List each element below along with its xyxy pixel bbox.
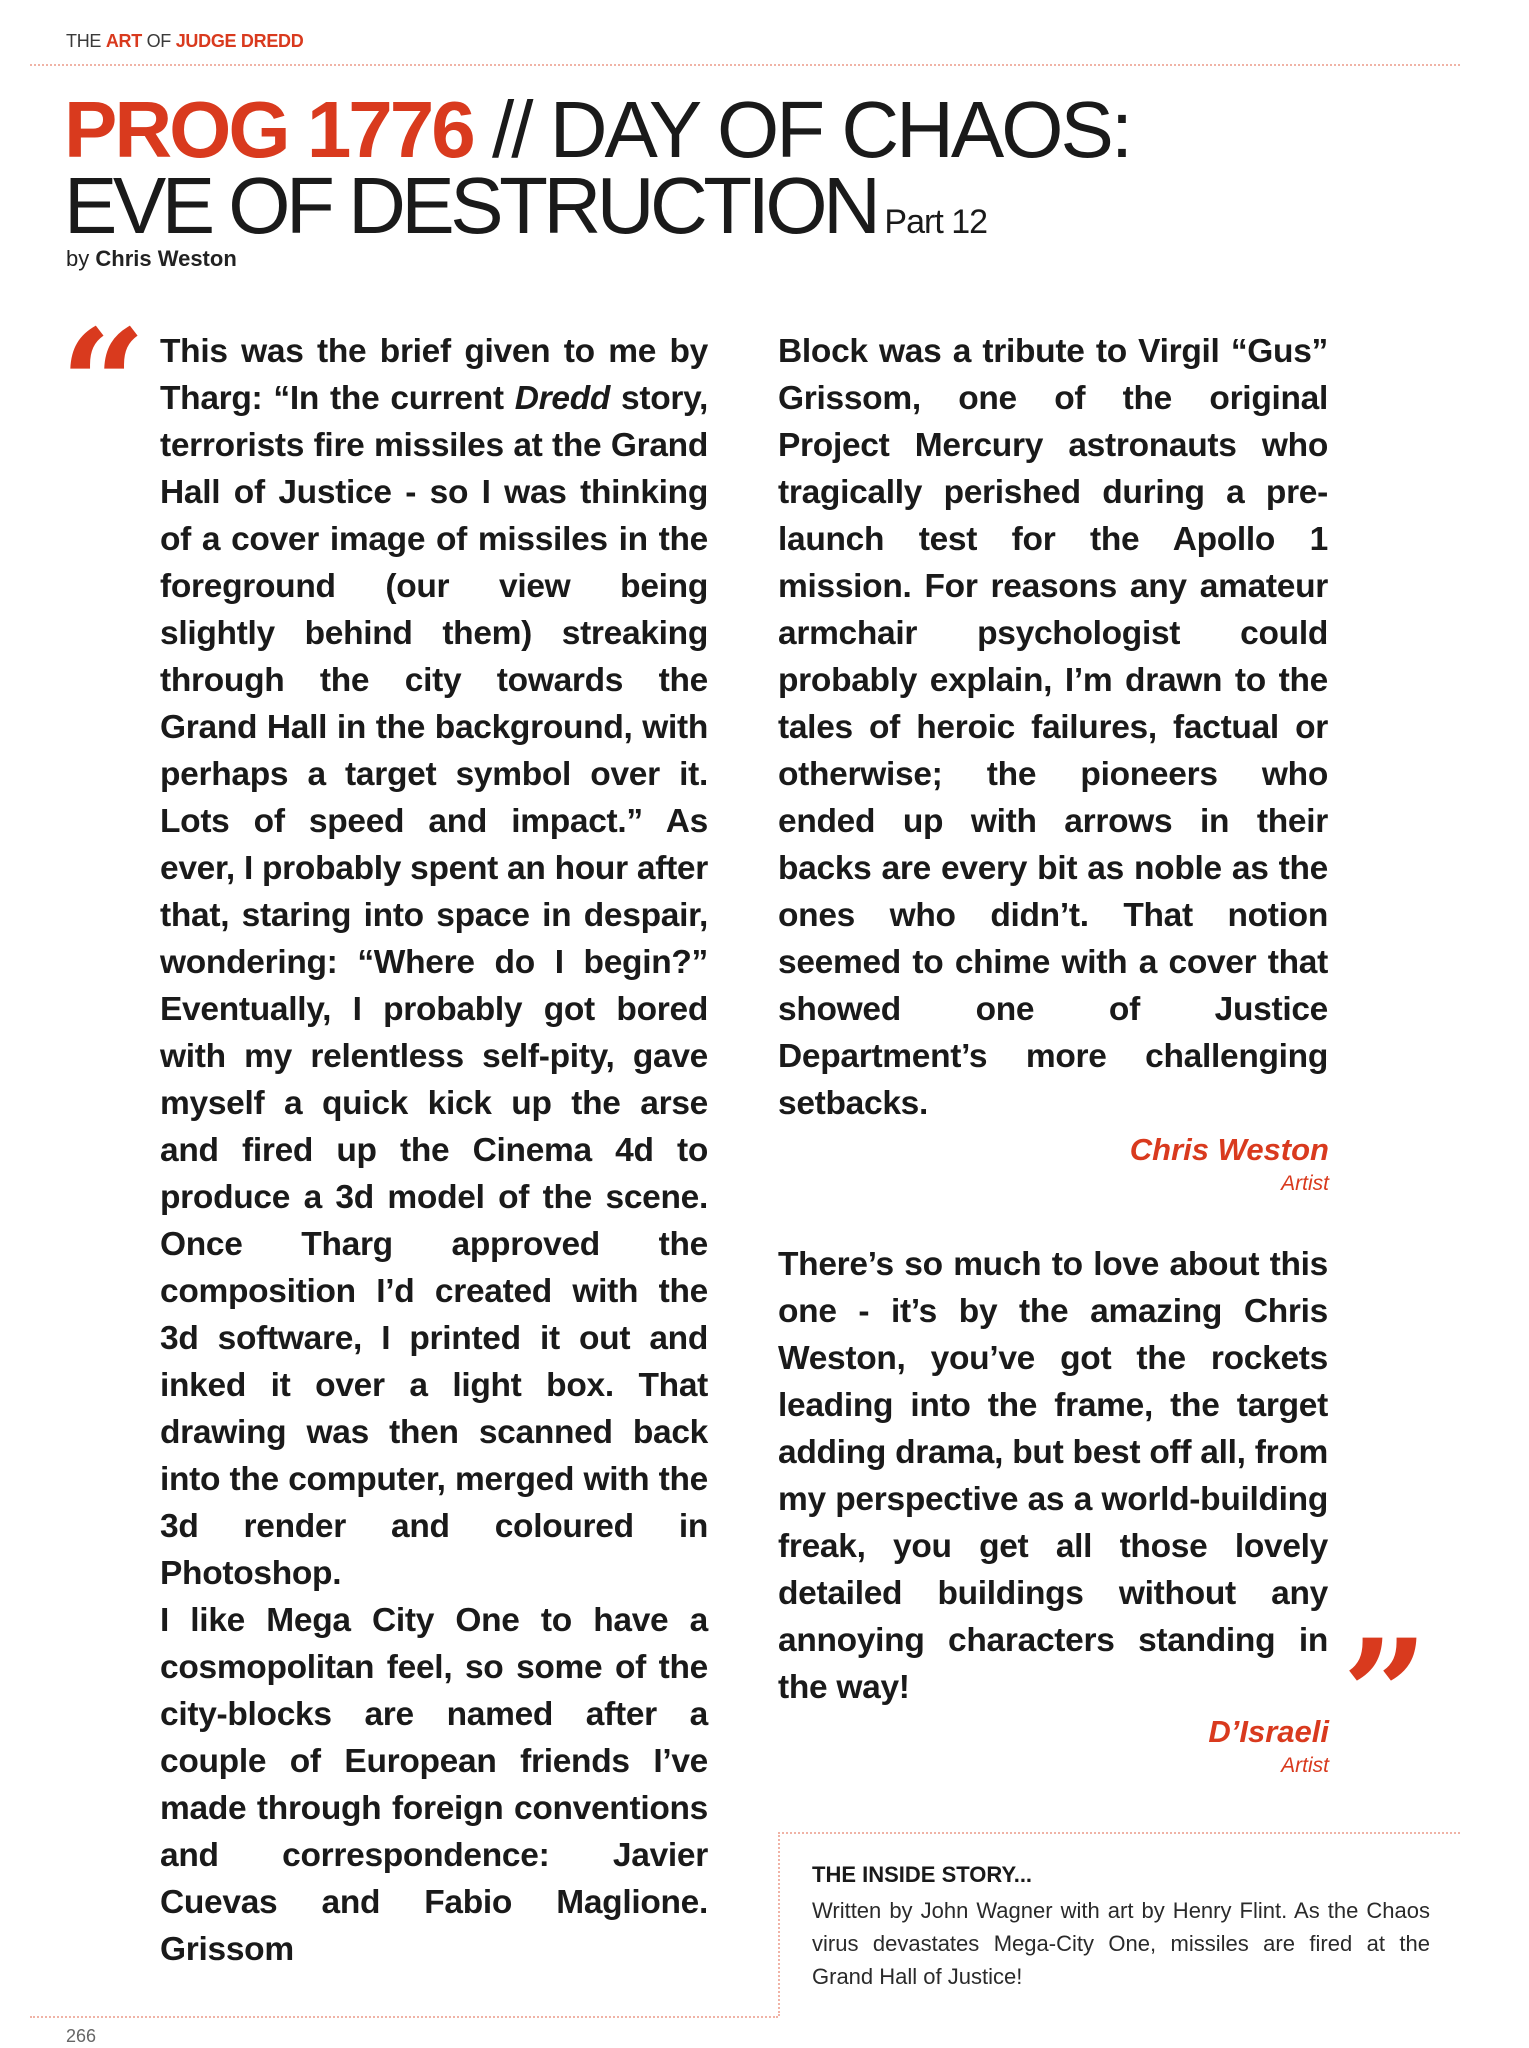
- quote-2-paragraph: There’s so much to love about this one - it’s by the amazing Chris Weston, you’ve got the rockets leading into the frame, the target adding drama, but best off all, from my perspective as a world-building freak, you get all those lovely detailed buildings without any annoying characters standing in the way!: [778, 1246, 1328, 1706]
- quote-1-text-b: story, terrorists fire missiles at the Grand Hall of Justice - so I was thinking of a cover image of missiles in the foreground (our view being slightly behind them) streaking through the city towards the Grand Hall in the background, with perhaps a target symbol over it. Lots of speed and impact.” As ever, I probably spent an hour after that, staring into space in despair, wondering: “Where do I begin?” Eventually, I probably got bored with my relentless self-pity, gave myself a quick kick up the arse and fired up the Cinema 4d to produce a 3d model of the scene. Once Tharg approved the composition I’d created with the 3d software, I printed it out and inked it over a light box. That drawing was then scanned back into the computer, merged with the 3d render and coloured in Photoshop.: [160, 380, 708, 1592]
- byline-prefix: by: [66, 246, 90, 271]
- inside-story-text: Written by John Wagner with art by Henry Flint. As the Chaos virus devastates Mega-City One, missiles are fired at the Grand Hall of Justice!: [812, 1898, 1430, 1989]
- title-line-1: [64, 85, 1131, 174]
- running-head: [66, 31, 303, 52]
- quote-2-author: D’Israeli: [1208, 1714, 1329, 1749]
- byline-author: Chris Weston: [95, 246, 237, 271]
- page-title: [64, 85, 1131, 260]
- quote-1-text-a: This was the brief given to me by Tharg: “In the current: [160, 333, 708, 417]
- quote-1-author: Chris Weston: [1129, 1132, 1329, 1167]
- running-head-of: OF: [146, 31, 172, 51]
- running-head-title: JUDGE DREDD: [175, 31, 304, 51]
- running-head-art: ART: [105, 31, 142, 51]
- byline: [66, 246, 237, 272]
- quote-2-role: Artist: [1281, 1754, 1329, 1777]
- quote-1-paragraph-2: I like Mega City One to have a cosmopolitan feel, so some of the city-blocks are named after a couple of European friends I’ve made through foreign conventions and correspondence: Javier Cuevas and Fabio Maglione. Grissom: [160, 1602, 708, 1968]
- close-quote-icon: ”: [1342, 1607, 1429, 1783]
- quote-2-attribution: [1208, 1713, 1329, 1781]
- title-line2-text: EVE OF DESTRUCTION: [64, 161, 877, 250]
- quote-1-paragraph-2-cont: Block was a tribute to Virgil “Gus” Grissom, one of the original Project Mercury astronauts who tragically perished during a pre-launch test for the Apollo 1 mission. For reasons any amateur armchair psychologist could probably explain, I’m drawn to the tales of heroic failures, factual or otherwise; the pioneers who ended up with arrows in their backs are every bit as noble as the ones who didn’t. That notion seemed to chime with a cover that showed one of Justice Department’s more challenging setbacks.: [778, 333, 1328, 1122]
- quote-2-column: [778, 1241, 1328, 1711]
- title-line1-rest: // DAY OF CHAOS:: [472, 85, 1131, 174]
- quote-1-column-right: [778, 328, 1328, 1127]
- inside-story-title: THE INSIDE STORY...: [812, 1862, 1033, 1887]
- title-part: Part 12: [884, 203, 988, 241]
- running-head-the: THE: [66, 31, 102, 51]
- bottom-divider: [30, 2016, 778, 2018]
- title-prog: PROG 1776: [64, 85, 473, 174]
- quote-1-emphasis: Dredd: [514, 380, 611, 417]
- page-number: 266: [66, 2026, 97, 2046]
- top-divider: [30, 64, 1460, 66]
- quote-1-attribution: [1130, 1131, 1329, 1199]
- open-quote-icon: “: [60, 297, 147, 473]
- quote-1-column-left: [160, 328, 708, 1973]
- quote-1-paragraph-1: [160, 328, 708, 1597]
- quote-1-role: Artist: [1281, 1172, 1329, 1195]
